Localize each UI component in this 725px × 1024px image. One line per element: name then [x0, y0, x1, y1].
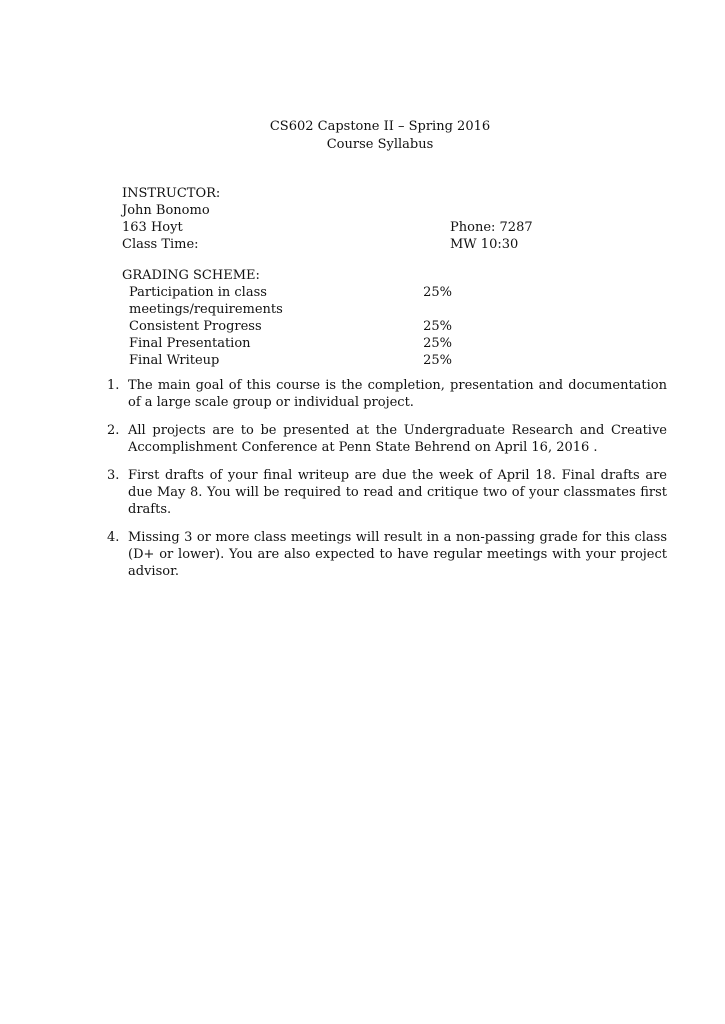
- grading-label: Consistent Progress: [129, 319, 262, 334]
- instructor-phone: Phone: 7287: [450, 220, 533, 235]
- item-number: 2.: [107, 423, 120, 438]
- list-item: [107, 422, 667, 456]
- class-time-value: MW 10:30: [450, 237, 519, 252]
- grading-label: Participation in class meetings/requirements: [129, 285, 283, 317]
- grading-section: [122, 267, 452, 369]
- course-title: CS602 Capstone II – Spring 2016: [269, 119, 491, 134]
- instructor-name: John Bonomo: [122, 203, 210, 218]
- instructor-section: [122, 185, 542, 253]
- course-subtitle: Course Syllabus: [326, 137, 434, 152]
- grading-table: [129, 284, 452, 369]
- grading-weight: 25%: [423, 353, 452, 368]
- item-number: 3.: [107, 468, 120, 483]
- grading-row: [129, 284, 452, 318]
- grading-weight: 25%: [423, 336, 452, 351]
- grading-weight: 25%: [423, 285, 452, 300]
- item-text: All projects are to be presented at the Undergraduate Research and Creative Accomplishment Conference at Penn State Behrend on April 16, 2016 .: [128, 423, 667, 455]
- grading-row: [129, 318, 452, 335]
- grading-label: Final Presentation: [129, 336, 251, 351]
- list-item: [107, 467, 667, 518]
- grading-row: [129, 335, 452, 352]
- item-number: 1.: [107, 378, 120, 393]
- grading-row: [129, 352, 452, 369]
- list-item: [107, 377, 667, 411]
- grading-heading: GRADING SCHEME:: [122, 268, 260, 283]
- policy-list: [107, 377, 667, 591]
- title-block: [0, 118, 725, 154]
- item-text: Missing 3 or more class meetings will result in a non-passing grade for this class (D+ or lower). You are also expected to have regular meetings with your project advisor.: [128, 530, 667, 579]
- item-text: The main goal of this course is the completion, presentation and documentation of a large scale group or individual project.: [128, 378, 667, 410]
- list-item: [107, 529, 667, 580]
- instructor-heading: INSTRUCTOR:: [122, 186, 221, 201]
- class-time-label: Class Time:: [122, 237, 199, 252]
- grading-label: Final Writeup: [129, 353, 220, 368]
- item-number: 4.: [107, 530, 120, 545]
- grading-weight: 25%: [423, 319, 452, 334]
- item-text: First drafts of your final writeup are due the week of April 18. Final drafts are due May 8. You will be required to read and critique two of your classmates first drafts.: [128, 468, 667, 517]
- instructor-office: 163 Hoyt: [122, 220, 183, 235]
